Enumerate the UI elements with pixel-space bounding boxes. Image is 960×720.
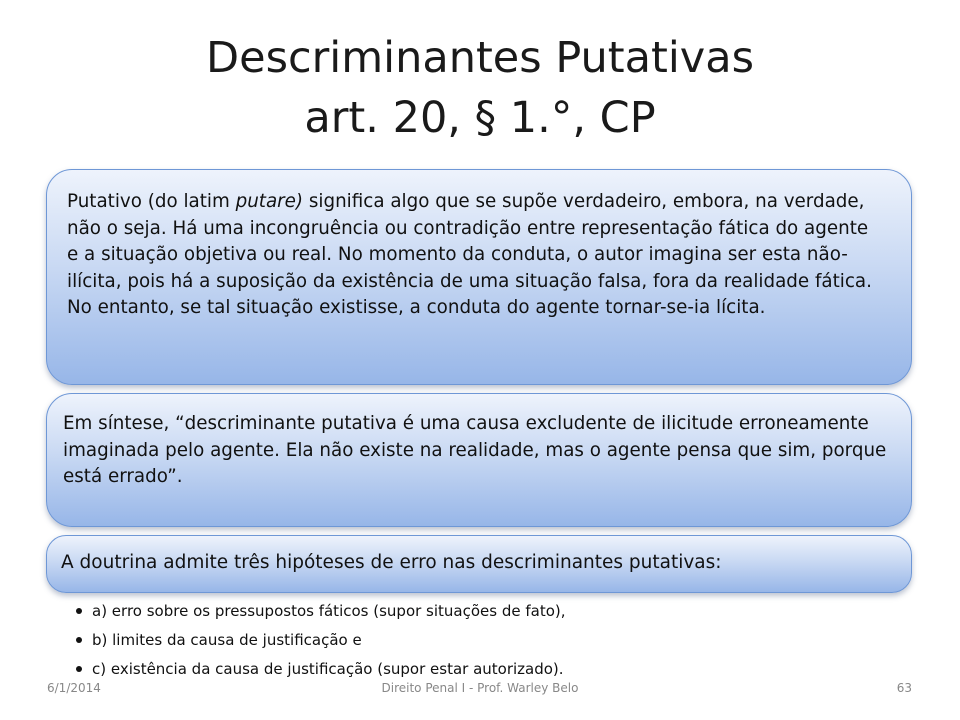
list-item-text: c) existência da causa de justificação (supor estar autorizado). <box>92 660 564 678</box>
footer-date: 6/1/2014 <box>47 681 101 695</box>
list-item <box>76 626 896 655</box>
slide-title-line1: Descriminantes Putativas <box>206 33 754 83</box>
definition-box <box>46 169 912 385</box>
bullet-icon <box>76 608 82 614</box>
doctrine-text: A doutrina admite três hipóteses de erro nas descriminantes putativas: <box>61 552 722 573</box>
definition-text-start: Putativo (do latim <box>67 191 236 212</box>
definition-text <box>67 189 881 322</box>
list-item-text: b) limites da causa de justificação e <box>92 631 362 649</box>
page-number: 63 <box>896 681 912 695</box>
bullet-icon <box>76 666 82 672</box>
synthesis-box <box>46 393 912 527</box>
slide-title-line2: art. 20, § 1.°, CP <box>304 93 656 143</box>
list-item-text: a) erro sobre os pressupostos fáticos (supor situações de fato), <box>92 602 566 620</box>
definition-text-rest: significa algo que se supõe verdadeiro, embora, na verdade, não o seja. Há uma incongruência ou contradição entre representação fática do agente e a situação objetiva ou real. No momento da conduta, o autor imagina ser esta não-ilícita, pois há a suposição da existência de uma situação falsa, fora da realidade fática. No entanto, se tal situação existisse, a conduta do agente tornar-se-ia lícita. <box>67 191 872 318</box>
slide-title <box>0 28 960 148</box>
list-item <box>76 597 896 626</box>
doctrine-box <box>46 535 912 593</box>
footer-title: Direito Penal I - Prof. Warley Belo <box>381 681 579 695</box>
hypotheses-list <box>76 597 896 684</box>
synthesis-text: Em síntese, “descriminante putativa é uma causa excludente de ilicitude erroneamente imaginada pelo agente. Ela não existe na realidade, mas o agente pensa que sim, porque está errado”. <box>63 413 887 487</box>
bullet-icon <box>76 637 82 643</box>
definition-text-italic: putare) <box>235 191 304 212</box>
